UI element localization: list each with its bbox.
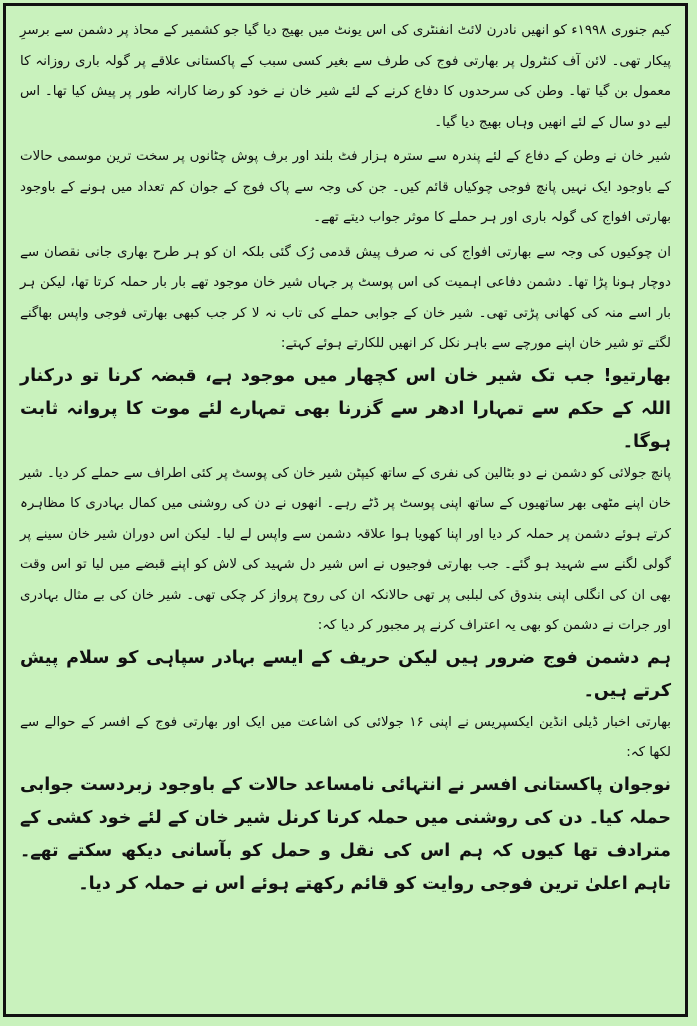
paragraph-enemy-losses: ان چوکیوں کی وجہ سے بھارتی افواج کی نہ صرف پیش قدمی رُک گئی بلکہ ان کو ہر طرح بھاری جانی نقصان سے دوچار ہونا پڑا تھا۔ دشمن دفاعی اہمیت کی اس پوسٹ پر جہاں شیر خان موجود تھے بار بار حملہ کرتا تھا، لیکن ہر بار اسے منہ کی کھانی پڑتی تھی۔ شیر خان کے جوابی حملے کی تاب نہ لا کر جب کبھی بھارتی فوجی واپس بھاگنے لگتے تو شیر خان اپنے مورچے سے باہر نکل کر انھیں للکارتے ہوئے کہتے:: [20, 244, 671, 351]
quote-sher-khan: بھارتیو! جب تک شیر خان اس کچھار میں موجود ہے، قبضہ کرنا تو درکنار اللہ کے حکم سے تمہارا ادھر سے گزرنا بھی تمہارے لئے موت کا پروانہ ثابت ہوگا۔: [20, 365, 671, 452]
paragraph-newspaper: بھارتی اخبار ڈیلی انڈین ایکسپریس نے اپنی ۱۶ جولائی کی اشاعت میں ایک اور بھارتی فوج کے افسر کے حوالے سے لکھا کہ:: [20, 714, 672, 760]
quote-indian-officer: نوجوان پاکستانی افسر نے انتہائی نامساعد حالات کے باوجود زبردست جوابی حملہ کیا۔ دن کی روشنی میں حملہ کرنا کرنل شیر خان کے لئے خود کشی کے مترادف تھا کیوں کہ ہم اس کی نقل و حمل کو بآسانی دیکھ سکتے تھے۔ تاہم اعلیٰ ترین فوجی روایت کو قائم رکھتے ہوئے اس نے حملہ کر دیا۔: [20, 774, 671, 894]
quote-enemy-salute: ہم دشمن فوج ضرور ہیں لیکن حریف کے ایسے بہادر سپاہی کو سلام پیش کرتے ہیں۔: [20, 647, 671, 701]
paragraph-posting: کیم جنوری ۱۹۹۸ء کو انھیں نادرن لائٹ انفنٹری کی اس یونٹ میں بھیج دیا گیا جو کشمیر کے محاذ پر دشمن سے برسرِ پیکار تھی۔ لائن آف کنٹرول پر بھارتی فوج کی طرف سے بغیر کسی سبب کے پاکستانی علاقے پر گولہ باری روزانہ کا معمول بن گیا تھا۔ وطن کی سرحدوں کا دفاع کرنے کے لئے شیر خان نے خود کو رضا کارانہ طور پر پیش کیا تھا۔ اس لیے دو سال کے لئے انھیں وہاں بھیج دیا گیا۔: [20, 23, 671, 130]
paragraph-posts-built: شیر خان نے وطن کے دفاع کے لئے پندرہ سے سترہ ہزار فٹ بلند اور برف پوش چٹانوں پر سخت ترین موسمی حالات کے باوجود ایک نہیں پانچ فوجی چوکیاں قائم کیں۔ جن کی وجہ سے پاک فوج کے جوان کم تعداد میں ہونے کے باوجود بھارتی افواج کی گولہ باری اور ہر حملے کا موثر جواب دیتے تھے۔: [20, 149, 671, 225]
document-page: [3, 3, 688, 1017]
paragraph-july-attack: پانچ جولائی کو دشمن نے دو بٹالین کی نفری کے ساتھ کیپٹن شیر خان کی پوسٹ پر کئی اطراف سے حملے کر دیا۔ شیر خان اپنے مٹھی بھر ساتھیوں کے ساتھ اپنی پوسٹ پر ڈٹے رہے۔ انھوں نے دن کی روشنی میں کمال بہادری کا مظاہرہ کرتے ہوئے دشمن پر حملہ کر دیا اور اپنا کھویا ہوا علاقہ دشمن سے واپس لے لیا۔ لیکن اس دوران شیر خان سینے پر گولی لگنے سے شہید ہو گئے۔ جب بھارتی فوجیوں نے اس شیر دل شہید کی لاش کو اپنے قبضے میں لیا تو اس وقت بھی ان کی انگلی اپنی بندوق کی لبلبی پر تھی حالانکہ ان کی روح پرواز کر چکی تھی۔ شیر خان کی بے مثال بہادری اور جرات نے دشمن کو بھی یہ اعتراف کرنے پر مجبور کر دیا کہ:: [20, 465, 671, 633]
